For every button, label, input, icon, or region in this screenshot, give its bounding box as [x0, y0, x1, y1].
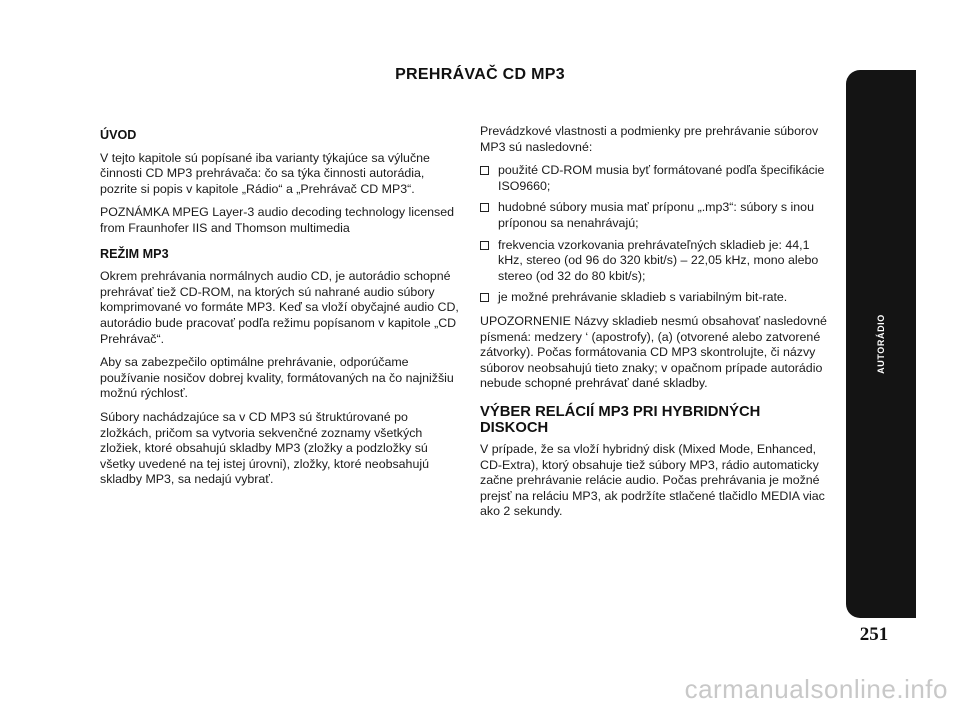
checkbox-bullet-icon: [480, 166, 489, 175]
section-side-tab: [846, 70, 916, 618]
list-item: je možné prehrávanie skladieb s variabilným bit-rate.: [480, 290, 832, 306]
mp3-mode-paragraph-1: Okrem prehrávania normálnych audio CD, je autorádio schopné prehrávať tiež CD-ROM, na ktorých sú nahrané audio súbory komprimované vo formáte MP3. Keď sa vloží obyčajné audio CD, autorádio bude pracovať podľa režimu popísanom v kapitole „CD Prehrávač“.: [100, 269, 459, 346]
mp3-mode-paragraph-3: Súbory nachádzajúce sa v CD MP3 sú štruktúrované po zložkách, pričom sa vytvoria sekvenčné zoznamy všetkých zložiek, ktoré obsahujú skladby MP3 (zložky a podzložky sú všetky uvedené na tej istej úrovni), zložky, ktoré neobsahujú skladby MP3, sa nedajú vybrať.: [100, 409, 429, 487]
mp3-mode-paragraph-2: Aby sa zabezpečilo optimálne prehrávanie, odporúčame používanie nosičov dobrej kvality, formátovaných na čo najnižšiu možnú rýchlosť.: [100, 355, 454, 401]
properties-list: [480, 163, 832, 306]
list-item: hudobné súbory musia mať príponu „.mp3“: súbory s inou príponou sa nenahrávajú;: [480, 200, 832, 231]
checkbox-bullet-icon: [480, 293, 489, 302]
intro-paragraph-1: V tejto kapitole sú popísané iba varianty týkajúce sa výlučne činnosti CD MP3 prehrávača: čo sa týka činnosti autorádia, pozrite si popis v kapitole „Rádio“ a „Prehrávač CD MP3“.: [100, 150, 430, 196]
left-column: [100, 124, 460, 496]
right-column: [480, 124, 832, 528]
intro-note-paragraph: POZNÁMKA MPEG Layer-3 audio decoding technology licensed from Fraunhofer IIS and Thomson multimedia: [100, 205, 455, 235]
mp3-mode-heading: REŽIM MP3: [100, 246, 169, 261]
hybrid-disc-paragraph: V prípade, že sa vloží hybridný disk (Mixed Mode, Enhanced, CD-Extra), ktorý obsahuje tiež súbory MP3, rádio automaticky začne prehrávanie relácie audio. Počas prehrávania je možné prejsť na reláciu MP3, ak podržíte stlačené tlačidlo MEDIA viac ako 2 sekundy.: [480, 441, 825, 519]
checkbox-bullet-icon: [480, 241, 489, 250]
list-item: frekvencia vzorkovania prehrávateľných skladieb je: 44,1 kHz, stereo (od 96 do 320 kbit/s) – 22,05 kHz, mono alebo stereo (od 32 do 80 kbit/s);: [480, 238, 832, 285]
properties-intro: Prevádzkové vlastnosti a podmienky pre prehrávanie súborov MP3 sú nasledovné:: [480, 124, 819, 154]
watermark: carmanualsonline.info: [684, 674, 948, 704]
hybrid-disc-heading: VÝBER RELÁCIÍ MP3 PRI HYBRIDNÝCH DISKOCH: [480, 403, 761, 436]
page-number: 251: [859, 624, 889, 645]
side-tab-label: AUTORÁDIO: [875, 314, 886, 374]
list-item: použité CD-ROM musia byť formátované podľa špecifikácie ISO9660;: [480, 163, 832, 194]
warning-paragraph: UPOZORNENIE Názvy skladieb nesmú obsahovať nasledovné písmená: medzery ‘ (apostrofy), (a) (otvorené alebo zatvorené zátvorky). Počas formátovania CD MP3 skontrolujte, či názvy súborov neobsahujú tieto znaky; v opačnom prípade autorádio nebude schopné prehrávať dané skladby.: [480, 313, 827, 391]
page-title: PREHRÁVAČ CD MP3: [395, 66, 565, 83]
checkbox-bullet-icon: [480, 203, 489, 212]
intro-heading: ÚVOD: [100, 128, 137, 142]
